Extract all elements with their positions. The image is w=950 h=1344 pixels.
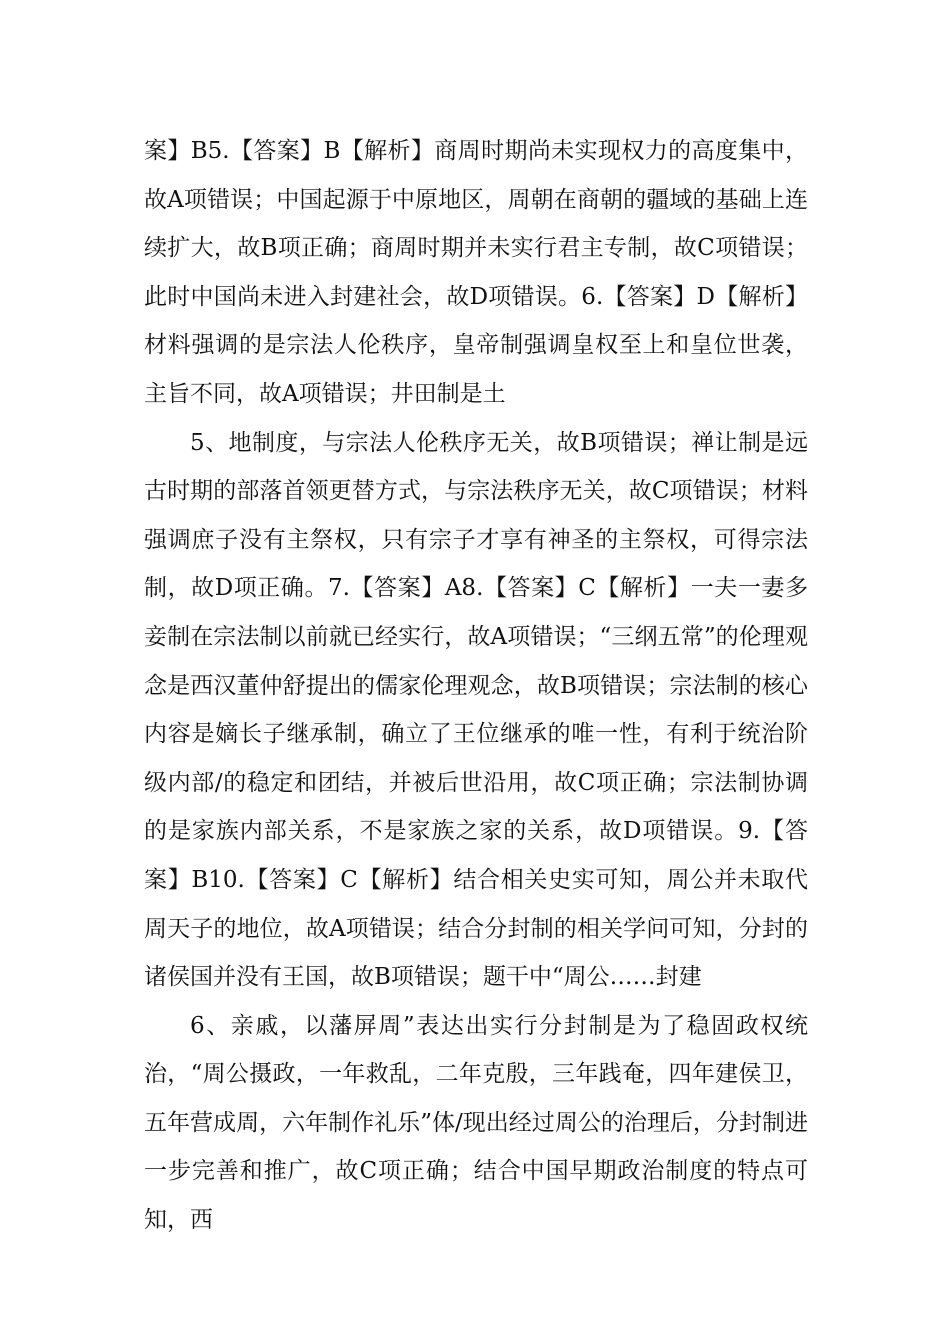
paragraph-section-6: 6、亲戚，以藩屏周”表达出实行分封制是为了稳固政权统治，“周公摄政，一年救乱，二年克殷，三年践奄，四年建侯卫，五年营成周，六年制作礼乐”体/现出经过周公的治理后，分封制进一步完善和推广，故C项正确；结合中国早期政治制度的特点可知，西	[144, 1012, 808, 1234]
document-body	[144, 127, 808, 1245]
paragraph-section-5: 5、地制度，与宗法人伦秩序无关，故B项错误；禅让制是远古时期的部落首领更替方式，与宗法秩序无关，故C项错误；材料强调庶子没有主祭权，只有宗子才享有神圣的主祭权，可得宗法制，故D项正确。7.【答案】A8.【答案】C【解析】一夫一妻多妾制在宗法制以前就已经实行，故A项错误；“三纲五常”的伦理观念是西汉董仲舒提出的儒家伦理观念，故B项错误；宗法制的核心内容是嫡长子继承制，确立了王位继承的唯一性，有利于统治阶级内部/的稳定和团结，并被后世沿用，故C项正确；宗法制协调的是家族内部关系，不是家族之家的关系，故D项错误。9.【答案】B10.【答案】C【解析】结合相关史实可知，周公并未取代周天子的地位，故A项错误；结合分封制的相关学问可知，分封的诸侯国并没有王国，故B项错误；题干中“周公……封建	[144, 429, 808, 991]
paragraph-answer-explanation-5-6: 案】B5.【答案】B【解析】商周时期尚未实现权力的高度集中，故A项错误；中国起源于中原地区，周朝在商朝的疆域的基础上连续扩大，故B项正确；商周时期并未实行君主专制，故C项错误；此时中国尚未进入封建社会，故D项错误。6.【答案】D【解析】材料强调的是宗法人伦秩序，皇帝制强调皇权至上和皇位世袭，主旨不同，故A项错误；井田制是土	[144, 138, 808, 407]
